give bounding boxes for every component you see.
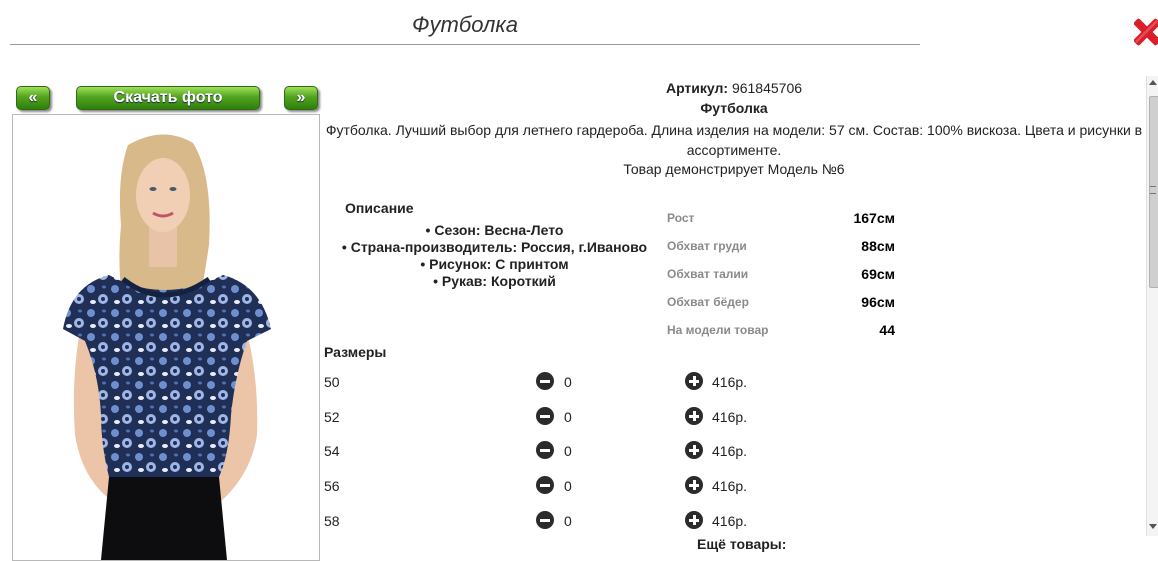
price-value: 416р. <box>712 409 748 425</box>
price-value: 416р. <box>712 513 748 529</box>
measurement-label: Рост <box>667 211 695 225</box>
description-item: • Страна-производитель: Россия, г.Иваново <box>322 239 667 256</box>
article-label: Артикул: <box>665 80 729 96</box>
size-label: 58 <box>324 513 340 529</box>
measurement-row <box>667 288 895 316</box>
price-value: 416р. <box>712 478 748 494</box>
plus-circle-icon[interactable] <box>685 476 703 494</box>
quantity-value: 0 <box>564 478 572 494</box>
description-item: • Рукав: Короткий <box>322 273 667 290</box>
minus-circle-icon[interactable] <box>536 407 554 425</box>
sizes-heading: Размеры <box>324 344 387 360</box>
article-line <box>322 80 1146 96</box>
prev-photo-button[interactable]: « <box>16 86 50 110</box>
minus-circle-icon[interactable] <box>536 372 554 390</box>
plus-circle-icon[interactable] <box>685 407 703 425</box>
size-label: 56 <box>324 478 340 494</box>
size-row <box>324 370 824 394</box>
model-info: Товар демонстрирует Модель №6 <box>623 161 845 177</box>
measurement-label: Обхват бёдер <box>667 295 749 309</box>
minus-circle-icon[interactable] <box>536 511 554 529</box>
quantity-value: 0 <box>564 374 572 390</box>
plus-circle-icon[interactable] <box>685 372 703 390</box>
scroll-down-arrow-icon[interactable] <box>1149 524 1157 529</box>
close-button[interactable] <box>1134 16 1158 48</box>
description-block <box>322 200 667 290</box>
product-description: Футболка. Лучший выбор для летнего гардероба. Длина изделия на модели: 57 см. Состав: 100% вискоза. Цвета и рисунки в ассортименте. <box>325 122 1143 158</box>
size-label: 50 <box>324 374 340 390</box>
price-value: 416р. <box>712 443 748 459</box>
quantity-value: 0 <box>564 409 572 425</box>
next-photo-button[interactable]: » <box>284 86 318 110</box>
article-value: 961845706 <box>731 80 803 96</box>
measurement-row <box>667 316 895 344</box>
product-photo <box>12 114 320 561</box>
size-row <box>324 405 824 429</box>
size-label: 52 <box>324 409 340 425</box>
description-item: • Рисунок: С принтом <box>322 256 667 273</box>
description-item: • Сезон: Весна-Лето <box>322 222 667 239</box>
size-row <box>324 509 824 533</box>
vertical-scrollbar[interactable] <box>1146 76 1158 536</box>
measurement-row <box>667 232 895 260</box>
minus-circle-icon[interactable] <box>536 476 554 494</box>
measurement-value: 44 <box>879 322 895 338</box>
description-list <box>322 222 667 290</box>
scroll-up-arrow-icon[interactable] <box>1149 80 1157 85</box>
quantity-value: 0 <box>564 513 572 529</box>
measurement-label: Обхват груди <box>667 239 747 253</box>
minus-circle-icon[interactable] <box>536 441 554 459</box>
measurement-row <box>667 204 895 232</box>
size-label: 54 <box>324 443 340 459</box>
measurement-label: Обхват талии <box>667 267 749 281</box>
size-row <box>324 474 824 498</box>
measurement-value: 69см <box>861 266 895 282</box>
page-title: Футболка <box>412 12 518 37</box>
scroll-grip-icon <box>1150 186 1156 194</box>
download-photo-button[interactable]: Скачать фото <box>76 86 260 110</box>
close-x-icon <box>1134 16 1158 48</box>
description-heading: Описание <box>345 200 414 216</box>
price-value: 416р. <box>712 374 748 390</box>
quantity-value: 0 <box>564 443 572 459</box>
measurement-value: 88см <box>861 238 895 254</box>
measurement-label: На модели товар <box>667 323 769 337</box>
measurement-value: 167см <box>853 210 895 226</box>
measurement-row <box>667 260 895 288</box>
more-goods-heading: Ещё товары: <box>697 536 787 552</box>
size-row <box>324 439 824 463</box>
plus-circle-icon[interactable] <box>685 511 703 529</box>
title-divider <box>10 44 920 45</box>
measurements-table <box>667 204 895 344</box>
measurement-value: 96см <box>861 294 895 310</box>
product-name: Футболка <box>700 100 768 116</box>
plus-circle-icon[interactable] <box>685 441 703 459</box>
